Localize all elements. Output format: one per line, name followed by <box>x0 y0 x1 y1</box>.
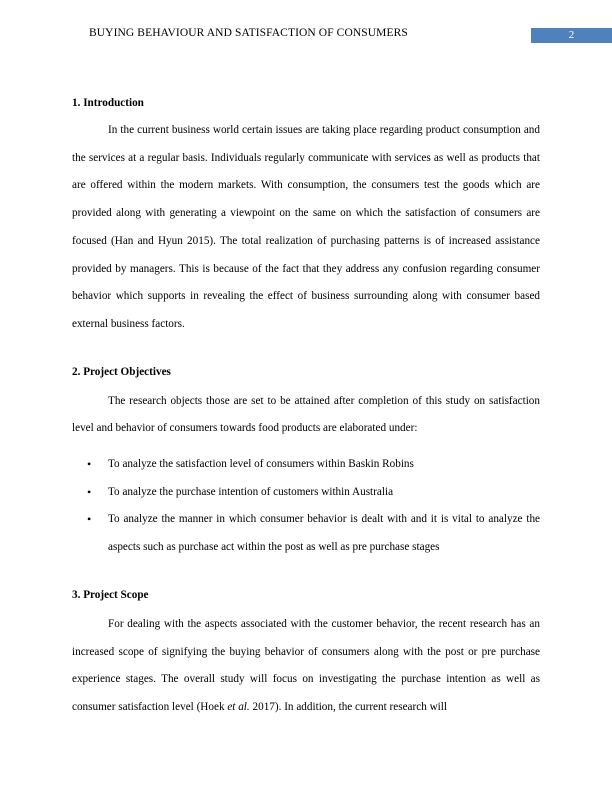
scope-paragraph <box>72 611 540 722</box>
list-item-text: To analyze the manner in which consumer behavior is dealt with and it is vital to analyze the aspects such as purchase act within the post as well as pre purchase stages <box>108 513 540 554</box>
page-number: 2 <box>531 28 612 43</box>
list-item <box>72 506 540 561</box>
introduction-paragraph: In the current business world certain issues are taking place regarding product consumption and the services at a regular basis. Individuals regularly communicate with services as well as products that are offered within the modern markets. With consumption, the consumers test the goods which are provided along with generating a viewpoint on the same on which the satisfaction of consumers are focused (Han and Hyun 2015). The total realization of purchasing patterns is of increased assistance provided by managers. This is because of the fact that they address any confusion regarding consumer behavior which supports in revealing the effect of business surrounding along with consumer based external business factors. <box>72 124 540 330</box>
running-head: BUYING BEHAVIOUR AND SATISFACTION OF CONSUMERS <box>89 27 408 39</box>
bullet-icon: • <box>87 512 92 527</box>
scope-heading: 3. Project Scope <box>72 588 149 601</box>
bullet-icon: • <box>87 457 92 472</box>
objectives-heading: 2. Project Objectives <box>72 365 171 378</box>
objectives-paragraph: The research objects those are set to be attained after completion of this study on satisfaction level and behavior of consumers towards food products are elaborated under: <box>72 394 540 435</box>
list-item-text: To analyze the satisfaction level of consumers within Baskin Robins <box>108 458 414 471</box>
list-item <box>72 451 540 479</box>
scope-text-1: For dealing with the aspects associated with the customer behavior, the recent research has an increased scope of signifying the buying behavior of consumers along with the post or pre purchase experience stages. The overall study will focus on investigating the purchase intention as well as consumer satisfaction level (Hoek <box>72 617 540 713</box>
scope-citation-italic: et al. <box>227 700 250 713</box>
objectives-list <box>72 451 540 562</box>
introduction-heading: 1. Introduction <box>72 97 144 109</box>
list-item <box>72 479 540 507</box>
list-item-text: To analyze the purchase intention of customers within Australia <box>108 485 394 498</box>
document-body <box>72 89 540 722</box>
scope-text-2: 2017). In addition, the current research will <box>249 700 447 713</box>
bullet-icon: • <box>87 484 92 499</box>
